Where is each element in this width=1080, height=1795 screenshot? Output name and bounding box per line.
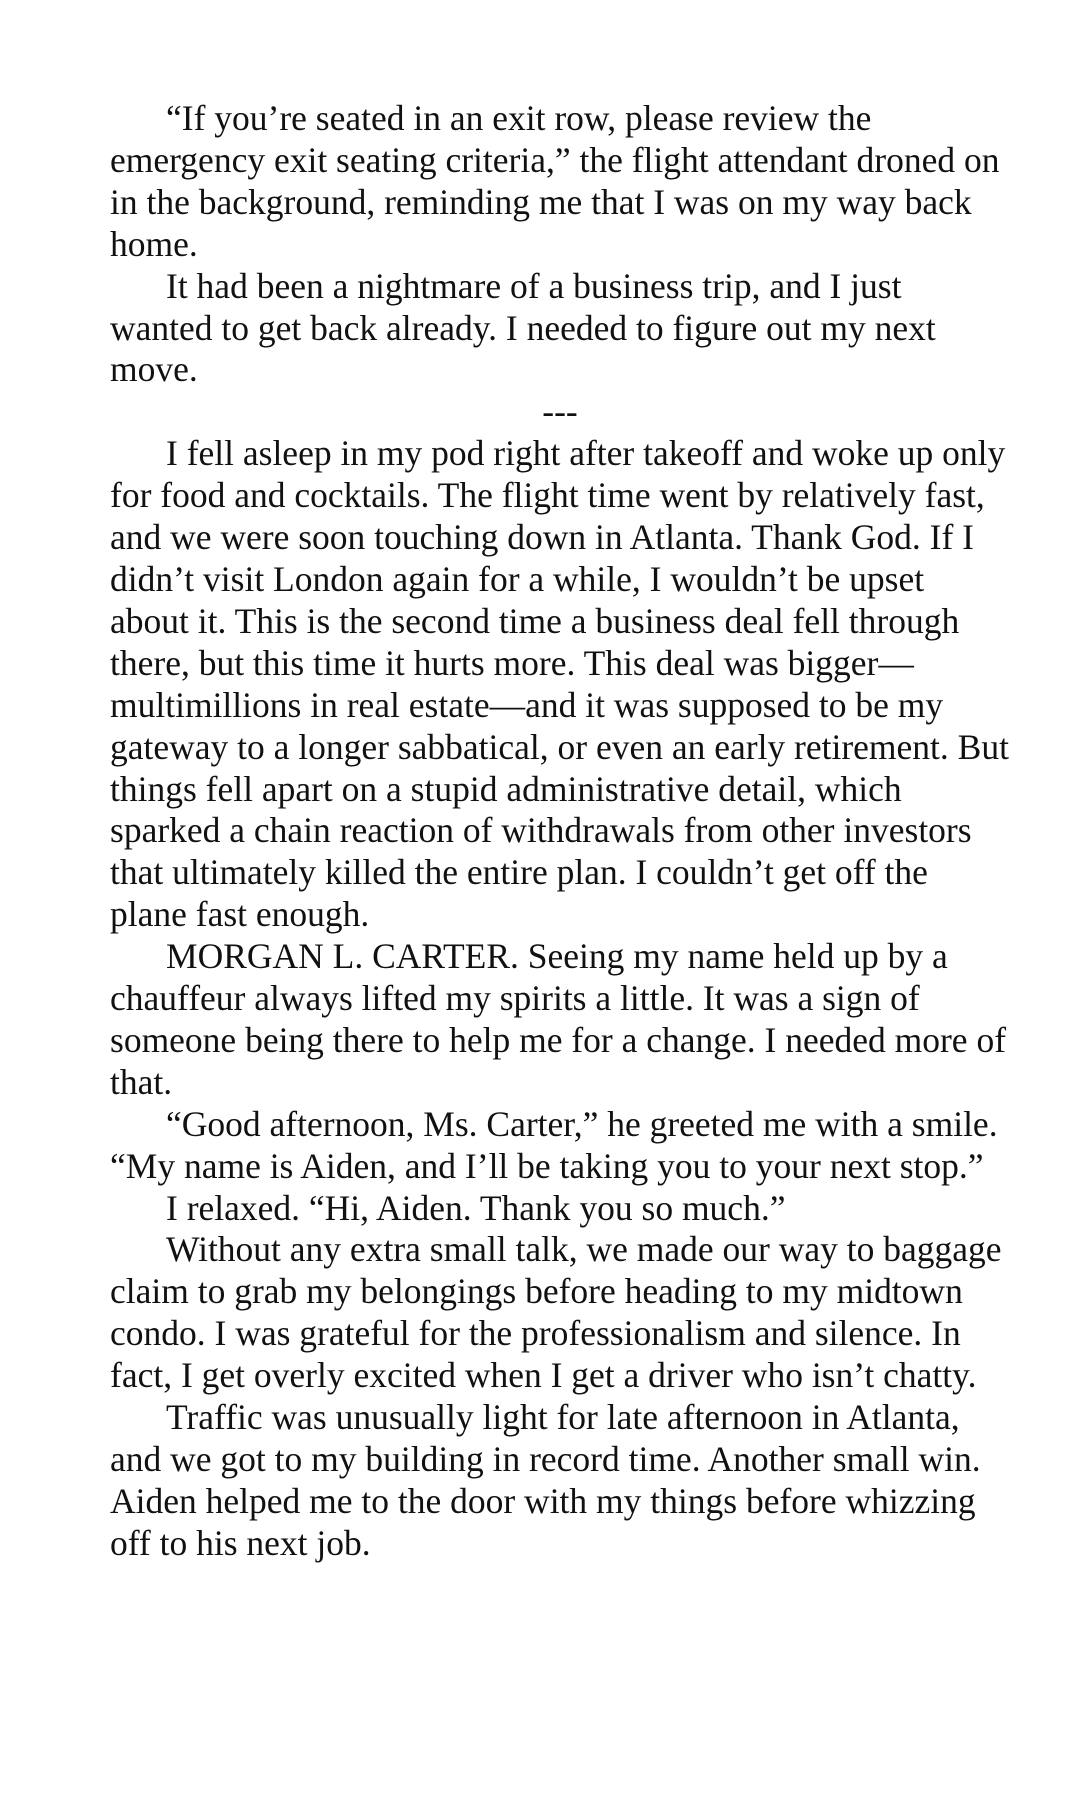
scene-break: --- (542, 391, 578, 432)
paragraph-chauffeur-sign: MORGAN L. CARTER. Seeing my name held up by a chauffeur always lifted my spirits a little. It was a sign of someone being there to help me for a change. I needed more of that. (110, 936, 1007, 1102)
paragraph-baggage-claim: Without any extra small talk, we made our way to baggage claim to grab my belongings before heading to my midtown condo. I was grateful for the professionalism and silence. In fact, I get overly excited when I get a driver who isn’t chatty. (110, 1229, 1002, 1396)
paragraph-landing-atlanta: I fell asleep in my pod right after takeoff and woke up only for food and cocktails. The flight time went by relatively fast, and we were soon touching down in Atlanta. Thank God. If I didn’t visit London again for a while, I wouldn’t be upset about it. This is the second time a business deal fell through there, but this time it hurts more. This deal was bigger—multimillions in real estate—and it was supposed to be my gateway to a longer sabbatical, or even an early retirement. But things fell apart on a stupid administrative detail, which sparked a chain reaction of withdrawals from other investors that ultimately killed the entire plan. I couldn’t get off the plane fast enough. (110, 433, 1009, 935)
paragraph-business-trip: It had been a nightmare of a business trip, and I just wanted to get back already. I needed to figure out my next move. (110, 265, 936, 390)
paragraph-flight-attendant: “If you’re seated in an exit row, please review the emergency exit seating criteria,” the flight attendant droned on in the background, reminding me that I was on my way back home. (110, 98, 1000, 264)
document-page (110, 98, 1010, 1565)
paragraph-traffic: Traffic was unusually light for late afternoon in Atlanta, and we got to my building in record time. Another small win. Aiden helped me to the door with my things before whizzing off to his next job. (110, 1397, 981, 1563)
paragraph-relaxed: I relaxed. “Hi, Aiden. Thank you so much.” (166, 1187, 786, 1228)
paragraph-aiden-greeting: “Good afternoon, Ms. Carter,” he greeted me with a smile. “My name is Aiden, and I’ll be taking you to your next stop.” (110, 1103, 998, 1186)
